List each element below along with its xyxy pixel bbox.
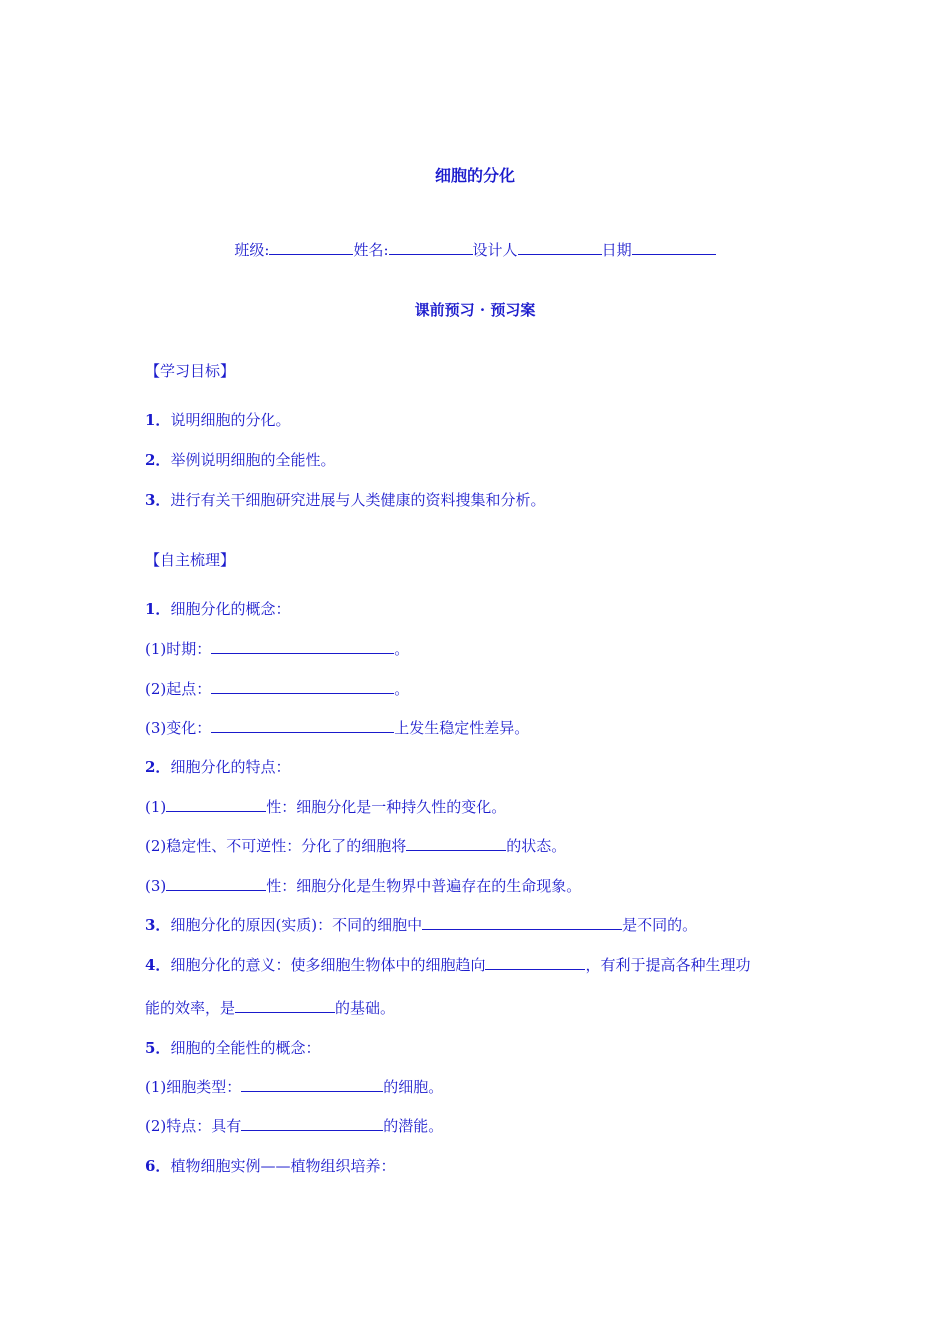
q-text: (2)特点：具有 <box>145 1117 242 1135</box>
q-text: ，有利于提高各种生理功 <box>585 956 751 974</box>
q-text: (1) <box>145 798 167 816</box>
question-5a <box>145 1077 443 1097</box>
question-1b <box>145 679 409 699</box>
class-label: 班级: <box>234 241 270 259</box>
q-text: 的潜能。 <box>383 1117 444 1135</box>
q-text: (2)稳定性、不可逆性：分化了的细胞将 <box>145 837 407 855</box>
q-text: 上发生稳定性差异。 <box>394 719 530 737</box>
q-text: 。 <box>394 680 410 698</box>
q-text: 能的效率，是 <box>145 999 236 1017</box>
fill-blank[interactable] <box>241 1077 383 1092</box>
q-text: 性：细胞分化是生物界中普遍存在的生命现象。 <box>266 877 582 895</box>
goal-num: 2． <box>145 451 171 469</box>
goal-item <box>145 410 290 430</box>
goal-num: 3． <box>145 491 171 509</box>
q-text: 是不同的。 <box>622 916 698 934</box>
fill-blank[interactable] <box>211 718 394 733</box>
goals-heading: 【学习目标】 <box>145 362 236 380</box>
question-2 <box>145 757 290 777</box>
q-text: 。 <box>394 640 410 658</box>
q-text: 植物细胞实例——植物组织培养： <box>170 1157 396 1175</box>
date-label: 日期 <box>601 241 632 259</box>
goal-text: 说明细胞的分化。 <box>170 411 291 429</box>
q-text: 细胞分化的原因(实质)：不同的细胞中 <box>170 916 423 934</box>
q-num: 6． <box>145 1157 171 1175</box>
q-text: 的细胞。 <box>383 1078 444 1096</box>
q-text: (3)变化： <box>145 719 212 737</box>
name-label: 姓名: <box>353 241 389 259</box>
fill-blank[interactable] <box>422 915 622 930</box>
date-blank[interactable] <box>632 240 716 255</box>
q-text: 细胞的全能性的概念： <box>170 1039 321 1057</box>
question-2b <box>145 836 566 856</box>
question-3 <box>145 915 697 935</box>
q-num: 4． <box>145 956 171 974</box>
q-text: 细胞分化的概念： <box>170 600 291 618</box>
q-num: 5． <box>145 1039 171 1057</box>
name-blank[interactable] <box>389 240 473 255</box>
fill-blank[interactable] <box>166 876 266 891</box>
question-5b <box>145 1116 443 1136</box>
fill-blank[interactable] <box>406 836 506 851</box>
question-4-cont <box>145 998 395 1018</box>
fill-blank[interactable] <box>235 998 335 1013</box>
designer-blank[interactable] <box>518 240 602 255</box>
fill-blank[interactable] <box>211 639 394 654</box>
review-heading: 【自主梳理】 <box>145 551 236 569</box>
question-2c <box>145 876 581 896</box>
q-text: 性：细胞分化是一种持久性的变化。 <box>266 798 507 816</box>
goal-text: 进行有关干细胞研究进展与人类健康的资料搜集和分析。 <box>170 491 546 509</box>
fill-blank[interactable] <box>241 1116 383 1131</box>
fill-blank[interactable] <box>166 797 266 812</box>
goal-item <box>145 490 545 510</box>
question-2a <box>145 797 506 817</box>
class-blank[interactable] <box>269 240 353 255</box>
q-text: (2)起点： <box>145 680 212 698</box>
q-text: (1)时期： <box>145 640 212 658</box>
question-4 <box>145 955 750 975</box>
q-text: 细胞分化的意义：使多细胞生物体中的细胞趋向 <box>170 956 486 974</box>
question-1c <box>145 718 529 738</box>
q-text: (3) <box>145 877 167 895</box>
designer-label: 设计人 <box>472 241 518 259</box>
q-num: 2． <box>145 758 171 776</box>
fill-blank[interactable] <box>211 679 394 694</box>
question-1 <box>145 599 290 619</box>
q-text: 的基础。 <box>335 999 396 1017</box>
q-num: 1． <box>145 600 171 618</box>
q-text: 的状态。 <box>506 837 567 855</box>
info-line <box>0 240 950 260</box>
question-1a <box>145 639 409 659</box>
q-text: (1)细胞类型： <box>145 1078 242 1096</box>
question-6 <box>145 1156 395 1176</box>
q-num: 3． <box>145 916 171 934</box>
goal-num: 1． <box>145 411 171 429</box>
goal-text: 举例说明细胞的全能性。 <box>170 451 336 469</box>
section-title: 课前预习 · 预习案 <box>414 301 536 319</box>
goal-item <box>145 450 335 470</box>
question-5 <box>145 1038 320 1058</box>
q-text: 细胞分化的特点： <box>170 758 291 776</box>
page-title: 细胞的分化 <box>434 166 515 185</box>
fill-blank[interactable] <box>485 955 585 970</box>
